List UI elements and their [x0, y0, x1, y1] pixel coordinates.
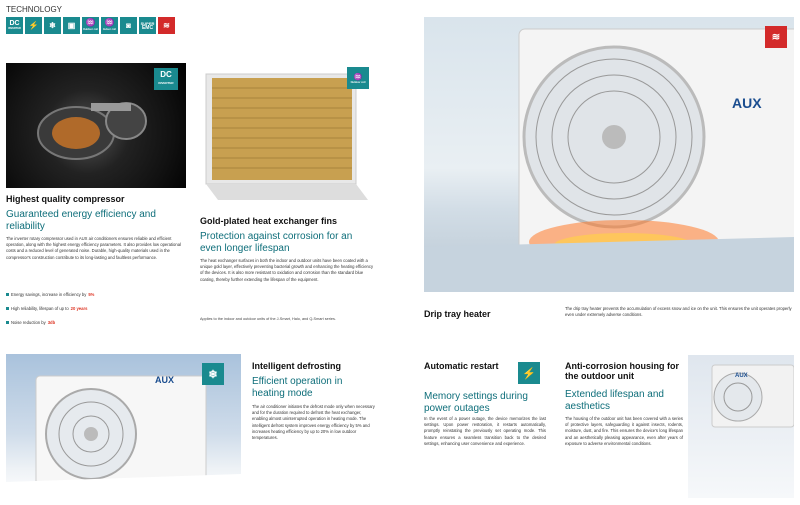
bullet-marker — [6, 293, 9, 296]
tile-sublabel: EMC — [141, 24, 154, 31]
bullet-reliability — [6, 306, 87, 311]
aux-logo: AUX — [735, 373, 748, 379]
aux-logo: AUX — [732, 95, 762, 111]
heater-icon — [158, 17, 175, 34]
exchanger-subtitle: Protection against corrosion for an even longer lifespan — [200, 231, 353, 254]
tile-glyph: ❄ — [49, 20, 56, 30]
indoor-coil-icon — [101, 17, 118, 34]
heater-icon: ≋ — [765, 26, 787, 48]
bullet-marker — [6, 321, 9, 324]
badge-sublabel: Outdoor coil — [350, 80, 366, 84]
corrosion-title: Anti-corrosion housing for the outdoor unit — [565, 361, 679, 381]
page-title: TECHNOLOGY — [6, 5, 63, 14]
corrosion-body: The housing of the outdoor unit has been covered with a series of protective layers, safeguarding it against insects, rodents, moisture, dust, and fire. This ensures the device's long lifespan and an aesthetically pleasing appearance, even after years of exposure to adverse environmental conditions. — [565, 416, 683, 446]
drip-tray-body: The drip tray heater prevents the accumulation of excess snow and ice on the unit. This ensures the unit operates properly even under extremely adverse conditions. — [565, 306, 792, 318]
tile-glyph: ♒ — [104, 18, 115, 27]
auto-restart-icon: ⚡ — [518, 362, 540, 384]
bullet-text: Noise reduction by — [11, 320, 46, 325]
restart-subtitle: Memory settings during power outages — [424, 391, 528, 414]
dc-inverter-badge — [154, 68, 178, 90]
bullet-efficiency — [6, 292, 94, 297]
compressor-subtitle: Guaranteed energy efficiency and reliability — [6, 209, 156, 232]
bullet-marker — [6, 307, 9, 310]
drip-tray-title: Drip tray heater — [424, 309, 491, 319]
tile-glyph: ⚡ — [28, 20, 39, 30]
aux-logo: AUX — [155, 375, 175, 385]
bullet-noise — [6, 320, 55, 325]
bullet-highlight: 5% — [88, 292, 95, 297]
bullet-highlight: 20 years — [70, 306, 88, 311]
tile-glyph: ♒ — [85, 18, 96, 27]
defrost-icon — [44, 17, 61, 34]
outdoor-coil-icon — [82, 17, 99, 34]
exchanger-note: Applies to the indoor and outdoor units of the J-Smart, Halo, and Q-Smart series. — [200, 317, 336, 321]
badge-label: DC — [160, 70, 172, 79]
bullet-text: Energy savings, increase in efficiency by — [11, 292, 87, 297]
compressor-body: The inverter rotary compressor used in AUX air conditioners ensures reliable and efficient operation, along with the highest energy efficiency parameters. It also provides low operational costs and a reduced level of generated noise. Durable, high-quality materials used in the compressor's construction contribute to its long-lasting and faultless performance. — [6, 236, 181, 260]
defrost-title: Intelligent defrosting — [252, 361, 341, 371]
defrost-subtitle: Efficient operation in heating mode — [252, 376, 343, 399]
tile-sublabel: INVERTER — [8, 26, 21, 30]
tile-label: DC — [9, 19, 20, 27]
anti-corrosion-icon — [63, 17, 80, 34]
drip-tray-image — [424, 17, 794, 292]
exchanger-body: The heat exchanger surfaces in both the indoor and outdoor units have been coated with a unique gold layer, effectively preventing bacterial growth and enhancing the heating efficiency of the devices. It is also more resistant to oxidation and corrosion than the standard blue coating, thereby further extending the lifespan of the equipment. — [200, 258, 374, 282]
restart-body: In the event of a power outage, the device memorizes the last settings. Upon power restoration, it restarts automatically, promptly reinstating the previously set operating mode. This feature ensures a seamless transition back to the desired settings, enhancing user convenience and experience. — [424, 416, 546, 446]
self-clean-icon — [120, 17, 137, 34]
tile-glyph: ◙ — [126, 20, 131, 30]
outdoor-unit-illustration — [424, 17, 794, 292]
bullet-text: High reliability, lifespan of up to — [11, 306, 69, 311]
tile-label: SUPER — [140, 20, 155, 26]
bullet-highlight: 3db — [47, 320, 56, 325]
defrost-icon: ❄ — [202, 363, 224, 385]
restart-title: Automatic restart — [424, 361, 499, 371]
corrosion-subtitle: Extended lifespan and aesthetics — [565, 389, 664, 412]
tile-sublabel: Indoor coil — [103, 28, 116, 31]
coil-icon: ♒ — [353, 73, 363, 81]
dc-inverter-icon — [6, 17, 23, 34]
compressor-title: Highest quality compressor — [6, 194, 125, 204]
badge-sublabel: INVERTER — [158, 81, 174, 85]
tile-sublabel: Outdoor coil — [83, 28, 98, 31]
auto-restart-icon — [25, 17, 42, 34]
tile-glyph: ▣ — [67, 20, 76, 30]
outdoor-coil-badge — [347, 67, 369, 89]
super-emc-icon — [139, 17, 156, 34]
exchanger-title: Gold-plated heat exchanger fins — [200, 216, 338, 226]
tile-glyph: ≋ — [163, 20, 170, 30]
defrost-body: The air conditioner initiates the defrost mode only when necessary and for the duration required to defrost the heat exchanger, enabling almost uninterrupted operation in heating mode. The intelligent defrost system improves energy efficiency by 5% and increases heating efficiency by up to 20% in low outdoor temperatures. — [252, 404, 375, 441]
